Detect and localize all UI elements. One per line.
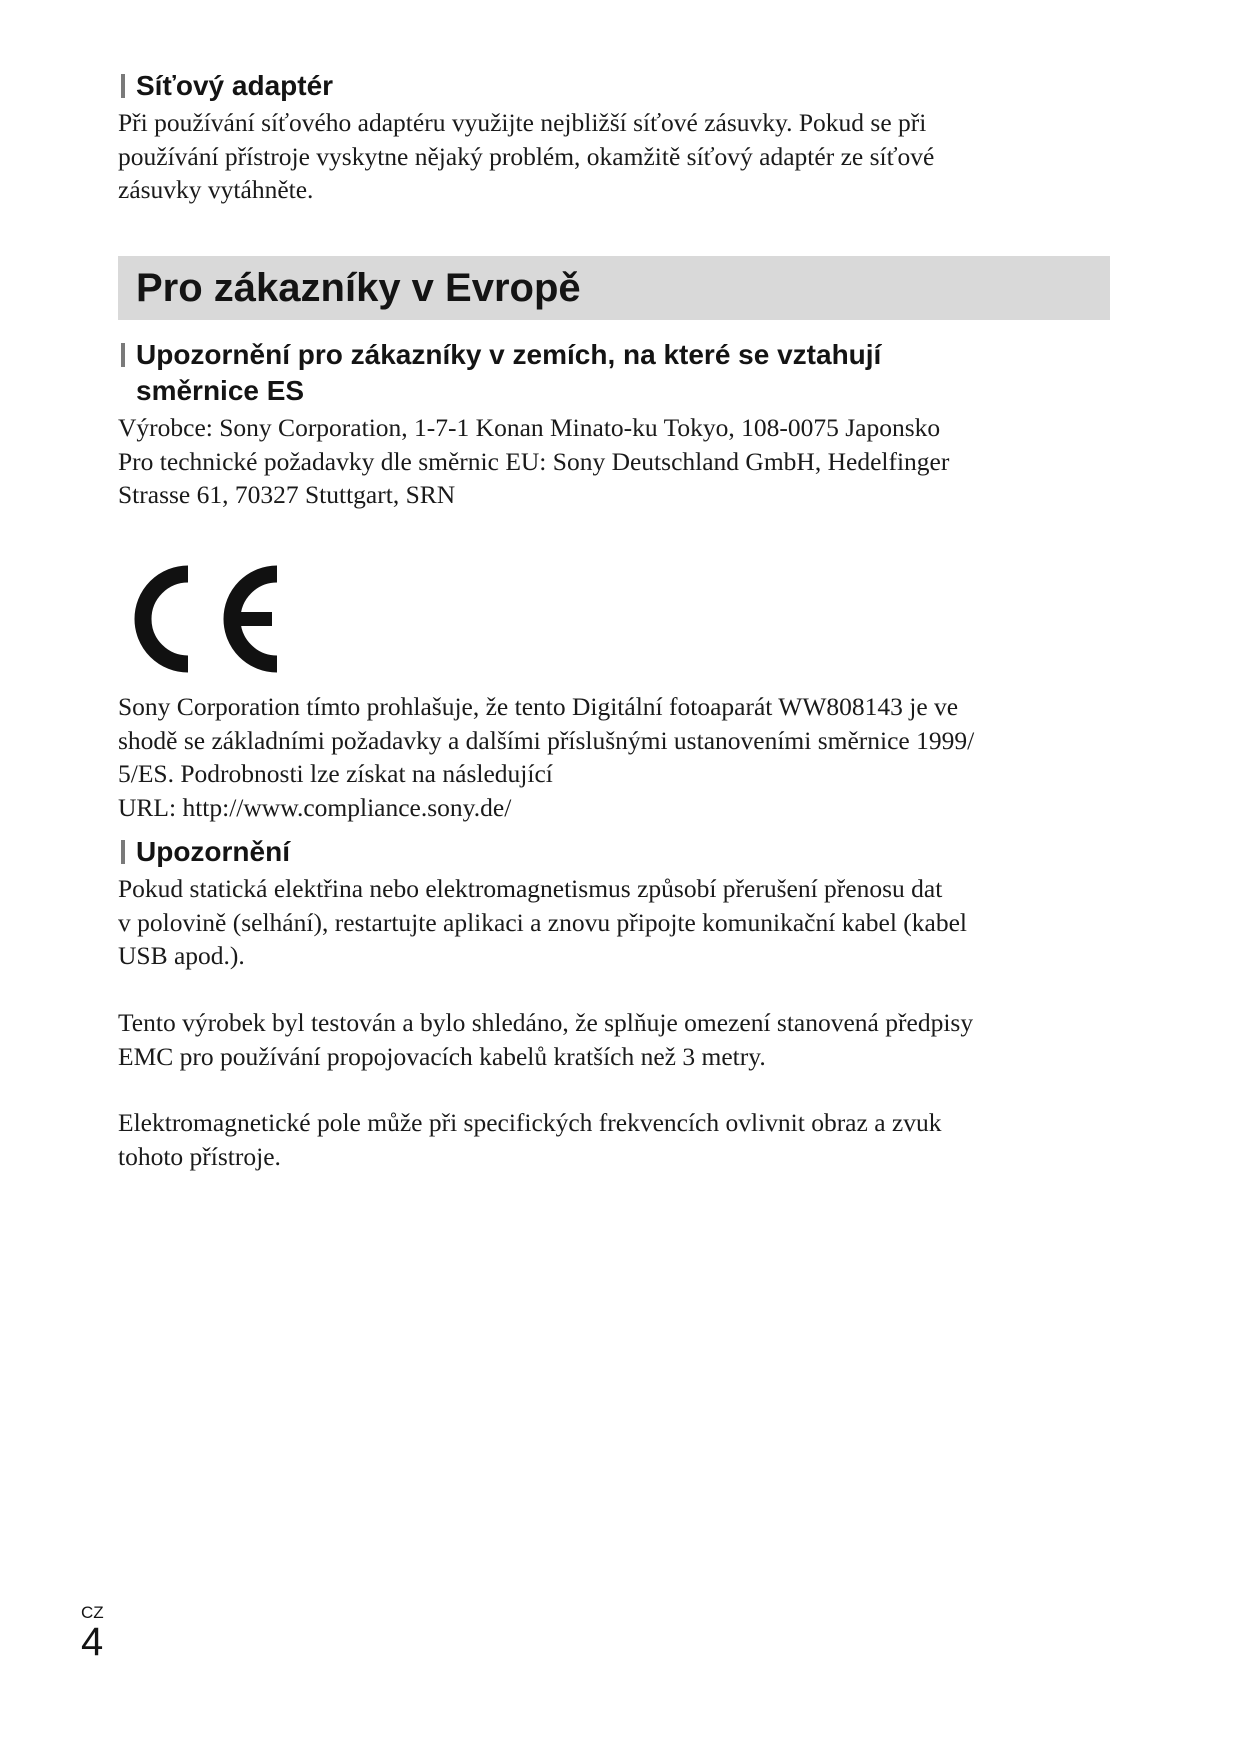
text-line: Pro technické požadavky dle směrnic EU: Sony Deutschland GmbH, Hedelfinger <box>118 446 950 476</box>
text-line: Sony Corporation tímto prohlašuje, že tento Digitální fotoaparát WW808143 je ve <box>118 692 959 721</box>
manufacturer-paragraph <box>118 411 1108 512</box>
emc-paragraph <box>118 1006 1108 1073</box>
compliance-url: URL: http://www.compliance.sony.de/ <box>118 792 512 822</box>
text-line: tohoto přístroje. <box>118 1141 281 1171</box>
text-line: zásuvky vytáhněte. <box>118 175 314 204</box>
notice-es-heading-line: Upozornění pro zákazníky v zemích, na které se vztahují <box>136 339 882 370</box>
heading-marker <box>121 840 125 864</box>
text-line: shodě se základními požadavky a dalšími příslušnými ustanoveními směrnice 1999/ <box>118 725 975 755</box>
text-line: používání přístroje vyskytne nějaký problém, okamžitě síťový adaptér ze síťové <box>118 141 935 171</box>
warning-heading <box>121 834 290 870</box>
text-line: Pokud statická elektřina nebo elektromagnetismus způsobí přerušení přenosu dat <box>118 874 943 903</box>
heading-marker <box>121 343 125 367</box>
declaration-paragraph <box>118 690 1108 824</box>
text-line: 5/ES. Podrobnosti lze získat na následující <box>118 759 553 788</box>
warning-paragraph <box>118 872 1108 973</box>
text-line: v polovině (selhání), restartujte aplikaci a znovu připojte komunikační kabel (kabel <box>118 907 968 937</box>
section-title: Pro zákazníky v Evropě <box>136 266 581 310</box>
text-line: Výrobce: Sony Corporation, 1-7-1 Konan Minato-ku Tokyo, 108-0075 Japonsko <box>118 413 941 442</box>
section-banner <box>118 256 1110 320</box>
text-line: Elektromagnetické pole může při specifických frekvencích ovlivnit obraz a zvuk <box>118 1108 942 1137</box>
field-paragraph <box>118 1106 1108 1173</box>
adapter-heading <box>121 68 333 104</box>
text-line: USB apod.). <box>118 941 245 970</box>
ce-mark-logo <box>132 562 282 676</box>
text-line: Strasse 61, 70327 Stuttgart, SRN <box>118 480 456 509</box>
warning-heading-text: Upozornění <box>136 836 290 867</box>
notice-es-heading-line: směrnice ES <box>136 375 305 406</box>
notice-es-heading <box>121 337 881 409</box>
text-line: Při používání síťového adaptéru využijte nejbližší síťové zásuvky. Pokud se při <box>118 108 927 137</box>
adapter-paragraph <box>118 106 1108 207</box>
heading-marker <box>121 74 125 98</box>
language-code: CZ <box>81 1603 104 1622</box>
text-line: Tento výrobek byl testován a bylo shledáno, že splňuje omezení stanovená předpisy <box>118 1008 974 1037</box>
page-number: 4 <box>81 1620 104 1664</box>
adapter-heading-text: Síťový adaptér <box>136 70 334 101</box>
text-line: EMC pro používání propojovacích kabelů kratších než 3 metry. <box>118 1041 766 1071</box>
